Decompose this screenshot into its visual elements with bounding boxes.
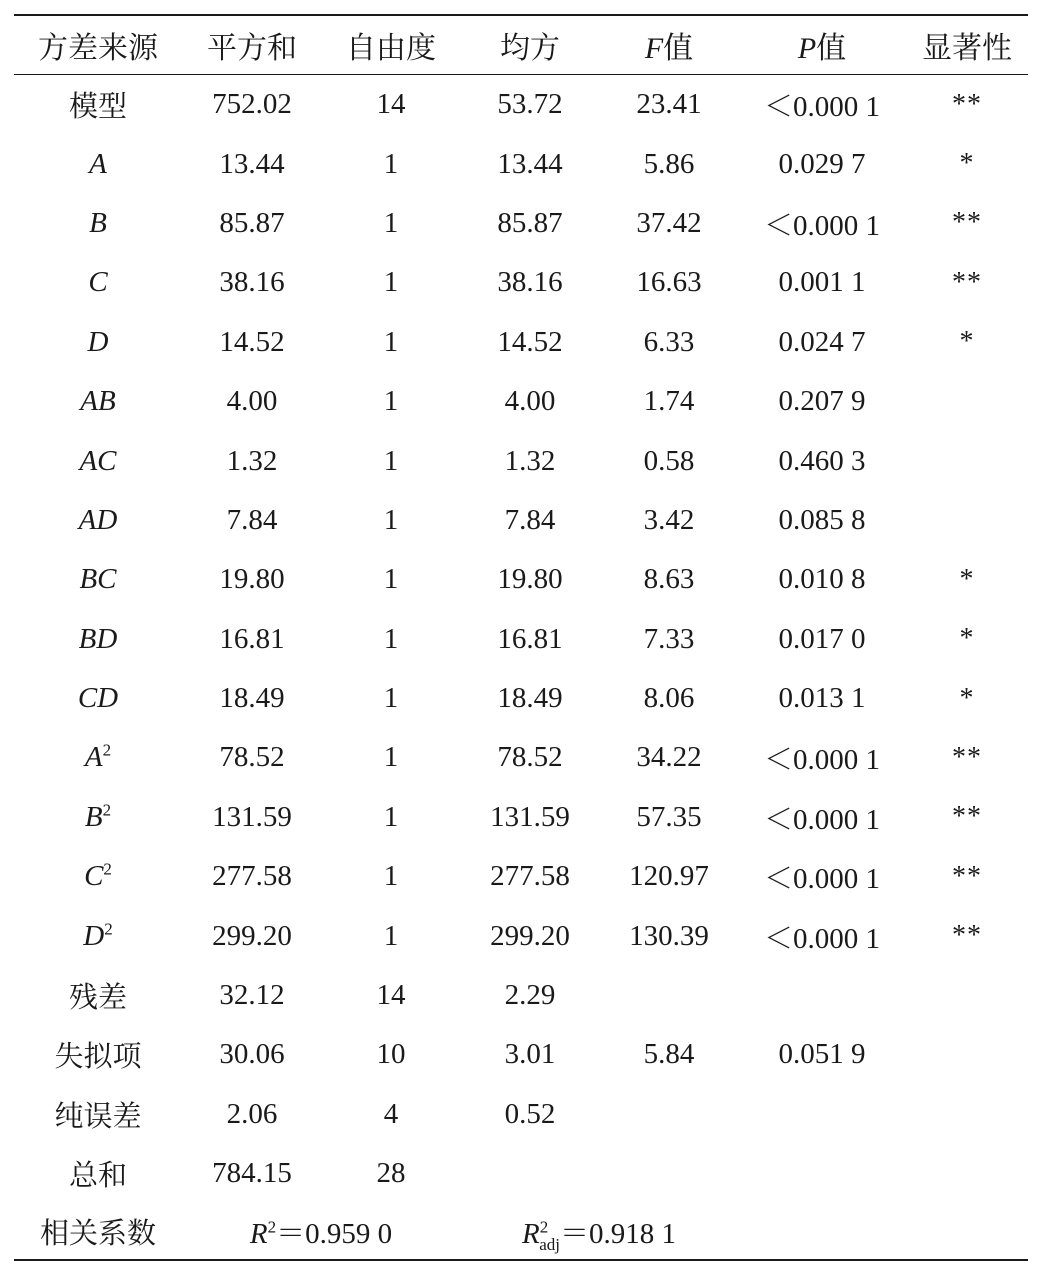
cell-p-value: 0.207 9 — [778, 385, 866, 418]
cell-degrees-of-freedom: 1 — [383, 147, 399, 180]
cell-significance — [906, 372, 1028, 431]
cell-mean-square: 16.81 — [497, 622, 563, 655]
cell-sum-of-squares: 38.16 — [219, 266, 285, 299]
cell-source: C — [88, 266, 108, 299]
cell-degrees-of-freedom: 4 — [383, 1097, 399, 1130]
cell-f-value: 37.42 — [636, 206, 702, 239]
header-source: 方差来源 — [38, 32, 158, 65]
cell-sum-of-squares: 752.02 — [212, 88, 292, 121]
bottom-rule — [14, 1259, 1028, 1261]
cell-source: 残差 — [68, 982, 127, 1015]
cell-sum-of-squares: 14.52 — [219, 325, 285, 358]
cell-p-value: 0.013 1 — [778, 682, 866, 715]
cell-f-value: 57.35 — [636, 800, 702, 833]
cell-significance: ** — [952, 860, 982, 892]
cell-sum-of-squares: 78.52 — [219, 741, 285, 774]
table-row — [14, 669, 1028, 728]
cell-p-value: 0.024 7 — [778, 325, 866, 358]
correlation-label: 相关系数 — [39, 1217, 156, 1250]
cell-mean-square: 7.84 — [504, 503, 556, 536]
cell-p-value: ＜0.000 1 — [763, 91, 880, 124]
cell-significance: * — [959, 682, 975, 714]
cell-f-value: 130.39 — [629, 919, 709, 952]
cell-significance: * — [959, 326, 975, 358]
cell-degrees-of-freedom: 1 — [383, 919, 399, 952]
cell-p-value: 0.085 8 — [778, 503, 866, 536]
cell-significance: * — [959, 563, 975, 595]
cell-p-value — [738, 966, 906, 1025]
empty-cell — [906, 1203, 1028, 1259]
cell-f-value — [600, 1144, 738, 1203]
cell-degrees-of-freedom: 1 — [383, 385, 399, 418]
cell-significance — [906, 1025, 1028, 1084]
cell-f-value: 3.42 — [643, 503, 695, 536]
anova-table — [14, 16, 1028, 74]
cell-p-value: ＜0.000 1 — [763, 209, 880, 242]
table-row — [14, 966, 1028, 1025]
cell-source: BC — [79, 563, 117, 596]
cell-degrees-of-freedom: 1 — [383, 266, 399, 299]
table-row — [14, 1085, 1028, 1144]
cell-mean-square: 4.00 — [504, 385, 556, 418]
cell-f-value — [600, 966, 738, 1025]
table-row — [14, 1144, 1028, 1203]
header-significance: 显著性 — [922, 32, 1012, 65]
header-row — [14, 16, 1028, 74]
cell-mean-square: 18.49 — [497, 682, 563, 715]
cell-source: $A^2$ — [84, 740, 112, 774]
cell-source: 总和 — [68, 1160, 127, 1193]
cell-significance: ** — [952, 207, 982, 239]
cell-f-value: 16.63 — [636, 266, 702, 299]
table-row — [14, 728, 1028, 787]
cell-sum-of-squares: 32.12 — [219, 979, 285, 1012]
cell-sum-of-squares: 2.06 — [226, 1097, 278, 1130]
cell-significance — [906, 1085, 1028, 1144]
cell-degrees-of-freedom: 28 — [376, 1157, 406, 1190]
cell-mean-square: 13.44 — [497, 147, 563, 180]
cell-significance — [906, 431, 1028, 490]
cell-mean-square: 78.52 — [497, 741, 563, 774]
cell-f-value: 120.97 — [629, 860, 709, 893]
cell-sum-of-squares: 85.87 — [219, 206, 285, 239]
cell-source: B — [89, 206, 107, 239]
cell-p-value: 0.010 8 — [778, 563, 866, 596]
cell-f-value: 0.58 — [643, 444, 695, 477]
cell-degrees-of-freedom: 1 — [383, 860, 399, 893]
cell-source: AC — [79, 444, 117, 477]
cell-p-value: ＜0.000 1 — [763, 922, 880, 955]
cell-f-value: 1.74 — [643, 385, 695, 418]
cell-significance: * — [959, 148, 975, 180]
table-body — [14, 75, 1028, 1203]
cell-p-value: 0.017 0 — [778, 622, 866, 655]
cell-f-value: 34.22 — [636, 741, 702, 774]
cell-degrees-of-freedom: 1 — [383, 682, 399, 715]
cell-p-value: ＜0.000 1 — [763, 744, 880, 777]
cell-significance — [906, 491, 1028, 550]
table-row — [14, 491, 1028, 550]
cell-p-value: 0.460 3 — [778, 444, 866, 477]
cell-degrees-of-freedom: 14 — [376, 979, 406, 1012]
cell-degrees-of-freedom: 1 — [383, 206, 399, 239]
r-squared-adjusted: $R^2_{adj}=0.918$ 1 — [521, 1217, 676, 1254]
cell-sum-of-squares: 1.32 — [226, 444, 278, 477]
header-degrees-of-freedom: 自由度 — [346, 32, 436, 65]
cell-sum-of-squares: 19.80 — [219, 563, 285, 596]
cell-f-value: 5.84 — [643, 1038, 695, 1071]
cell-f-value: 23.41 — [636, 88, 702, 121]
table-row — [14, 372, 1028, 431]
cell-degrees-of-freedom: 1 — [383, 325, 399, 358]
table-row — [14, 253, 1028, 312]
cell-sum-of-squares: 30.06 — [219, 1038, 285, 1071]
cell-p-value — [738, 1144, 906, 1203]
header-sum-of-squares: 平方和 — [207, 32, 297, 65]
cell-f-value: 8.63 — [643, 563, 695, 596]
r-squared: $R^2=0.959$ 0 — [249, 1217, 393, 1250]
cell-mean-square: 1.32 — [504, 444, 556, 477]
cell-mean-square: 14.52 — [497, 325, 563, 358]
table-row — [14, 313, 1028, 372]
cell-f-value: 7.33 — [643, 622, 695, 655]
cell-mean-square: 85.87 — [497, 206, 563, 239]
cell-sum-of-squares: 7.84 — [226, 503, 278, 536]
cell-mean-square: 0.52 — [504, 1097, 556, 1130]
cell-source: 模型 — [68, 91, 127, 124]
cell-source: $B^2$ — [84, 800, 112, 833]
cell-sum-of-squares: 784.15 — [212, 1157, 292, 1190]
cell-significance — [906, 1144, 1028, 1203]
table-row — [14, 610, 1028, 669]
cell-p-value: ＜0.000 1 — [763, 803, 880, 836]
cell-degrees-of-freedom: 10 — [376, 1038, 406, 1071]
cell-source: A — [89, 147, 107, 180]
table-row — [14, 1025, 1028, 1084]
anova-table-container — [14, 14, 1028, 1261]
correlation-row — [14, 1203, 1028, 1259]
cell-significance: ** — [952, 801, 982, 833]
cell-mean-square: 2.29 — [504, 979, 556, 1012]
table-row — [14, 788, 1028, 847]
cell-degrees-of-freedom: 1 — [383, 563, 399, 596]
cell-sum-of-squares: 299.20 — [212, 919, 292, 952]
cell-significance: ** — [952, 88, 982, 120]
cell-significance: ** — [952, 741, 982, 773]
cell-source: D — [87, 325, 109, 358]
cell-source: AD — [78, 503, 118, 536]
empty-cell — [738, 1203, 906, 1259]
table-row — [14, 431, 1028, 490]
cell-source: BD — [78, 622, 118, 655]
cell-source: AB — [80, 385, 116, 418]
table-row — [14, 134, 1028, 193]
cell-degrees-of-freedom: 1 — [383, 444, 399, 477]
cell-mean-square: 299.20 — [490, 919, 570, 952]
cell-degrees-of-freedom: 14 — [376, 88, 406, 121]
cell-source: $C^2$ — [84, 859, 112, 893]
cell-source: $D^2$ — [83, 919, 113, 952]
cell-sum-of-squares: 131.59 — [212, 800, 292, 833]
cell-mean-square — [460, 1144, 600, 1203]
header-p-value: P值 — [797, 32, 847, 65]
cell-source: 纯误差 — [54, 1100, 142, 1133]
header-mean-square: 均方 — [500, 32, 560, 65]
cell-degrees-of-freedom: 1 — [383, 622, 399, 655]
cell-source: 失拟项 — [54, 1041, 142, 1074]
cell-degrees-of-freedom: 1 — [383, 800, 399, 833]
cell-mean-square: 19.80 — [497, 563, 563, 596]
cell-mean-square: 131.59 — [490, 800, 570, 833]
cell-mean-square: 3.01 — [504, 1038, 556, 1071]
cell-p-value: 0.001 1 — [778, 266, 866, 299]
cell-significance: ** — [952, 266, 982, 298]
cell-degrees-of-freedom: 1 — [383, 741, 399, 774]
cell-significance: ** — [952, 920, 982, 952]
cell-mean-square: 53.72 — [497, 88, 563, 121]
cell-p-value — [738, 1085, 906, 1144]
cell-mean-square: 38.16 — [497, 266, 563, 299]
cell-p-value: 0.029 7 — [778, 147, 866, 180]
table-row — [14, 194, 1028, 253]
cell-significance — [906, 966, 1028, 1025]
cell-sum-of-squares: 18.49 — [219, 682, 285, 715]
cell-f-value: 5.86 — [643, 147, 695, 180]
cell-degrees-of-freedom: 1 — [383, 503, 399, 536]
table-row — [14, 847, 1028, 906]
cell-sum-of-squares: 13.44 — [219, 147, 285, 180]
table-row — [14, 550, 1028, 609]
cell-f-value: 8.06 — [643, 682, 695, 715]
cell-mean-square: 277.58 — [490, 860, 570, 893]
anova-table-body — [14, 75, 1028, 1259]
cell-sum-of-squares: 4.00 — [226, 385, 278, 418]
cell-p-value: 0.051 9 — [778, 1038, 866, 1071]
cell-f-value: 6.33 — [643, 325, 695, 358]
table-row — [14, 906, 1028, 965]
cell-source: CD — [77, 682, 119, 715]
cell-f-value — [600, 1085, 738, 1144]
header-f-value: F值 — [644, 32, 694, 65]
table-row — [14, 75, 1028, 134]
cell-p-value: ＜0.000 1 — [763, 863, 880, 896]
cell-sum-of-squares: 16.81 — [219, 622, 285, 655]
cell-significance: * — [959, 623, 975, 655]
cell-sum-of-squares: 277.58 — [212, 860, 292, 893]
